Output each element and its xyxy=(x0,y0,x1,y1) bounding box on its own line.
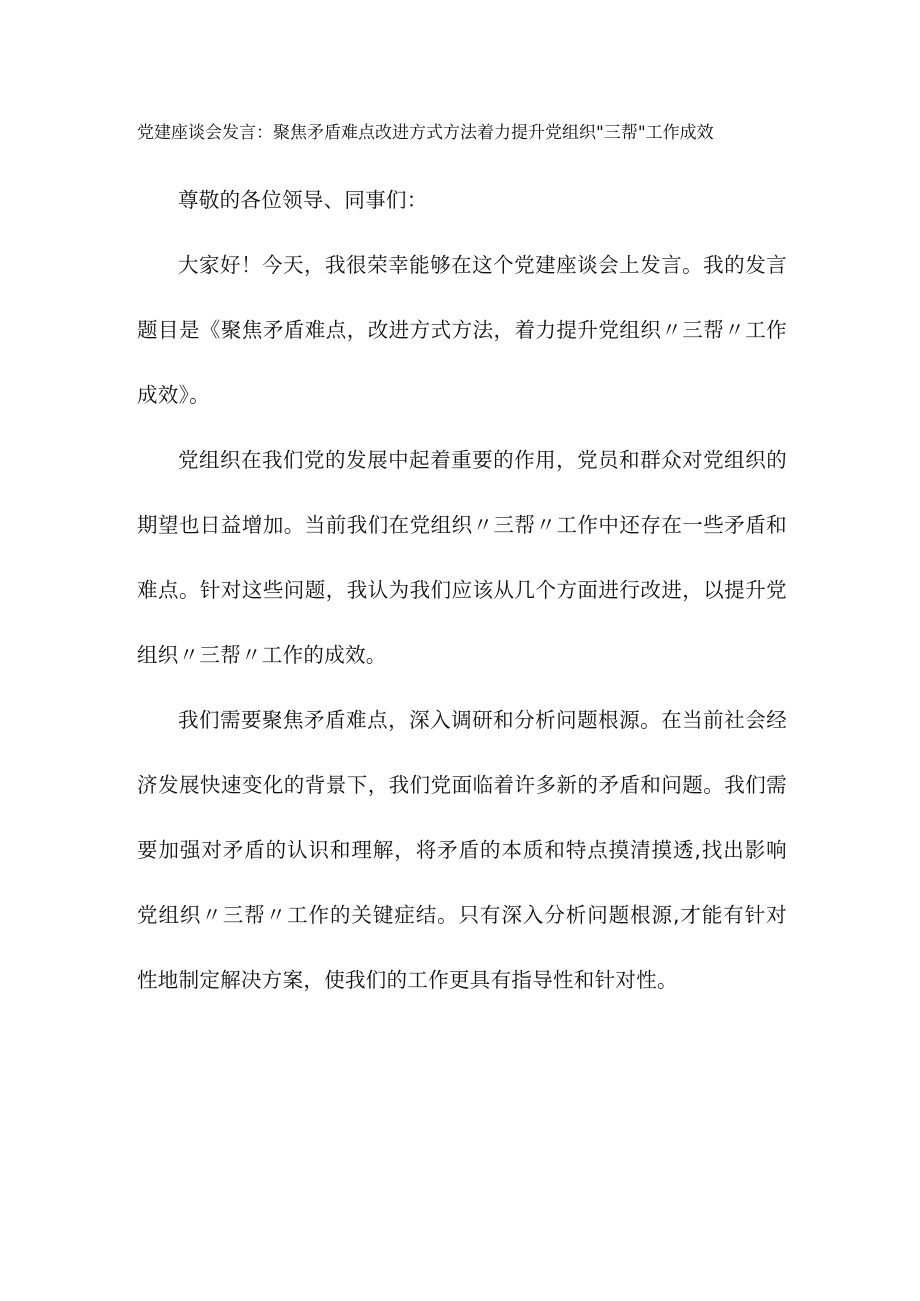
paragraph-problems: 党组织在我们党的发展中起着重要的作用，党员和群众对党组织的期望也日益增加。当前我们在党组织〃三帮〃工作中还存在一些矛盾和难点。针对这些问题，我认为我们应该从几个方面进行改进，以提升党组织〃三帮〃工作的成效。 xyxy=(137,448,787,667)
salutation: 尊敬的各位领导、同事们： xyxy=(178,188,428,212)
paragraph-analysis: 我们需要聚焦矛盾难点，深入调研和分析问题根源。在当前社会经济发展快速变化的背景下，我们党面临着许多新的矛盾和问题。我们需要加强对矛盾的认识和理解，将矛盾的本质和特点摸清摸透,找出影响党组织〃三帮〃工作的关键症结。只有深入分析问题根源,才能有针对性地制定解决方案，使我们的工作更具有指导性和针对性。 xyxy=(137,708,787,992)
document-body xyxy=(137,168,787,1013)
document-title: 党建座谈会发言：聚焦矛盾难点改进方式方法着力提升党组织"三帮"工作成效 xyxy=(137,123,714,143)
paragraph-greeting: 大家好！今天，我很荣幸能够在这个党建座谈会上发言。我的发言题目是《聚焦矛盾难点，改进方式方法，着力提升党组织〃三帮〃工作成效》。 xyxy=(137,253,787,407)
